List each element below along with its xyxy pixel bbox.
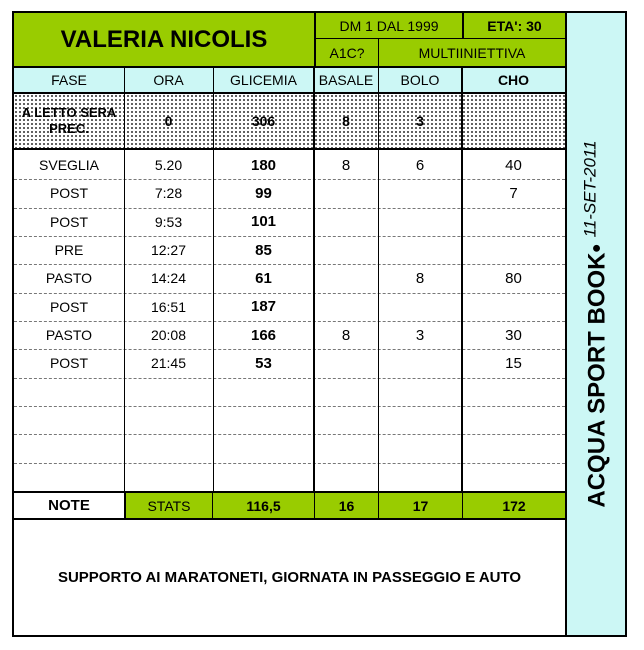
- cell-fase: [14, 406, 124, 434]
- therapy-type: MULTIINIETTIVA: [378, 39, 565, 66]
- cell-bolo: [378, 208, 462, 236]
- column-header-bolo: BOLO: [400, 72, 440, 88]
- grid-line: [213, 66, 214, 491]
- cell-ora: 9:53: [154, 213, 183, 230]
- column-header-fase: FASE: [51, 72, 87, 88]
- cell-fase: POST: [49, 185, 89, 202]
- cell-basale: [314, 264, 378, 292]
- cell-bolo: [378, 179, 462, 207]
- cell-ora: 7:28: [154, 185, 183, 202]
- stats-bolo-total: 17: [378, 491, 462, 520]
- note-text: SUPPORTO AI MARATONETI, GIORNATA IN PASSEGGIO E AUTO: [57, 569, 522, 586]
- prev-night-fase: A LETTO SERA PREC.: [21, 105, 117, 136]
- cell-cho: 80: [505, 269, 522, 287]
- side-banner: [565, 13, 625, 635]
- diary-sheet: [12, 11, 627, 637]
- cell-cho: [462, 463, 565, 491]
- cell-glicemia: 99: [255, 184, 272, 202]
- cell-basale: [314, 378, 378, 406]
- note-label: NOTE: [48, 497, 90, 514]
- cell-ora: [124, 378, 213, 406]
- cell-fase: POST: [49, 298, 89, 315]
- cell-ora: 16:51: [150, 298, 187, 315]
- cell-basale: [314, 208, 378, 236]
- cell-cho: 15: [505, 354, 522, 372]
- cell-glicemia: 180: [250, 156, 277, 174]
- cell-ora: 14:24: [150, 270, 187, 287]
- cell-bolo: [378, 236, 462, 264]
- cell-glicemia: 85: [255, 241, 272, 259]
- cell-bolo: [378, 463, 462, 491]
- stats-label: STATS: [124, 491, 213, 520]
- column-header-basale: BASALE: [318, 72, 374, 88]
- cell-cho: [462, 293, 565, 321]
- cell-bolo: 8: [415, 269, 425, 287]
- cell-glicemia: 166: [250, 326, 277, 344]
- cell-fase: POST: [49, 213, 89, 230]
- cell-fase: PASTO: [45, 327, 93, 344]
- prev-night-basale: 8: [342, 113, 350, 129]
- cell-cho: [462, 378, 565, 406]
- cell-fase: [14, 463, 124, 491]
- cell-ora: 20:08: [150, 327, 187, 344]
- cell-cho: [462, 236, 565, 264]
- cell-basale: [314, 406, 378, 434]
- cell-ora: 12:27: [150, 242, 187, 259]
- stats-glicemia-avg: 116,5: [213, 491, 314, 520]
- cell-cho: [462, 208, 565, 236]
- cell-bolo: [378, 349, 462, 377]
- cell-cho: 30: [505, 326, 522, 344]
- cell-glicemia: 53: [255, 354, 272, 372]
- prev-night-bolo: 3: [416, 113, 424, 129]
- prev-night-ora: 0: [164, 113, 173, 129]
- cell-glicemia: [213, 463, 314, 491]
- prev-night-glicemia: 306: [251, 113, 276, 129]
- stats-basale-total: 16: [314, 491, 378, 520]
- cell-cho: [462, 434, 565, 462]
- cell-basale: 8: [341, 156, 351, 174]
- cell-fase: [14, 434, 124, 462]
- column-header-glicemia: GLICEMIA: [230, 72, 297, 88]
- cell-fase: SVEGLIA: [39, 157, 99, 174]
- cell-glicemia: 101: [250, 213, 277, 231]
- book-date: 11-SET-2011: [580, 140, 600, 238]
- cell-bolo: [378, 378, 462, 406]
- column-header-cho: CHO: [497, 72, 530, 88]
- cell-bolo: [378, 434, 462, 462]
- cell-cho: [462, 406, 565, 434]
- prev-night-cho: [462, 94, 565, 148]
- cell-ora: 21:45: [150, 355, 187, 372]
- cell-basale: [314, 179, 378, 207]
- diary-table: [14, 13, 565, 635]
- bullet: •: [583, 244, 611, 253]
- cell-fase: PRE: [54, 242, 84, 259]
- cell-fase: POST: [49, 355, 89, 372]
- cell-fase: [14, 378, 124, 406]
- diabetes-since: DM 1 DAL 1999: [314, 13, 462, 39]
- cell-bolo: 3: [415, 326, 425, 344]
- grid-line: [461, 66, 463, 491]
- column-header-ora: ORA: [153, 72, 184, 88]
- cell-ora: 5.20: [154, 157, 183, 174]
- a1c-value: A1C?: [314, 39, 378, 66]
- cell-cho: 7: [509, 184, 518, 202]
- cell-basale: [314, 463, 378, 491]
- cell-bolo: [378, 406, 462, 434]
- cell-glicemia: 187: [250, 298, 277, 316]
- cell-glicemia: [213, 378, 314, 406]
- cell-basale: [314, 236, 378, 264]
- cell-bolo: 6: [415, 156, 425, 174]
- cell-glicemia: 61: [255, 269, 272, 287]
- cell-ora: [124, 434, 213, 462]
- cell-bolo: [378, 293, 462, 321]
- patient-age: ETA': 30: [462, 13, 565, 39]
- cell-cho: 40: [505, 156, 522, 174]
- cell-ora: [124, 406, 213, 434]
- book-title: [581, 140, 612, 507]
- cell-glicemia: [213, 406, 314, 434]
- stats-cho-total: 172: [462, 491, 565, 520]
- cell-glicemia: [213, 434, 314, 462]
- cell-basale: 8: [341, 326, 351, 344]
- cell-basale: [314, 434, 378, 462]
- cell-basale: [314, 293, 378, 321]
- cell-ora: [124, 463, 213, 491]
- grid-line: [378, 66, 379, 491]
- cell-fase: PASTO: [45, 270, 93, 287]
- cell-basale: [314, 349, 378, 377]
- book-title-text: ACQUA SPORT BOOK: [583, 252, 611, 508]
- patient-name: VALERIA NICOLIS: [14, 13, 314, 66]
- grid-line: [313, 66, 315, 491]
- grid-line: [124, 66, 125, 491]
